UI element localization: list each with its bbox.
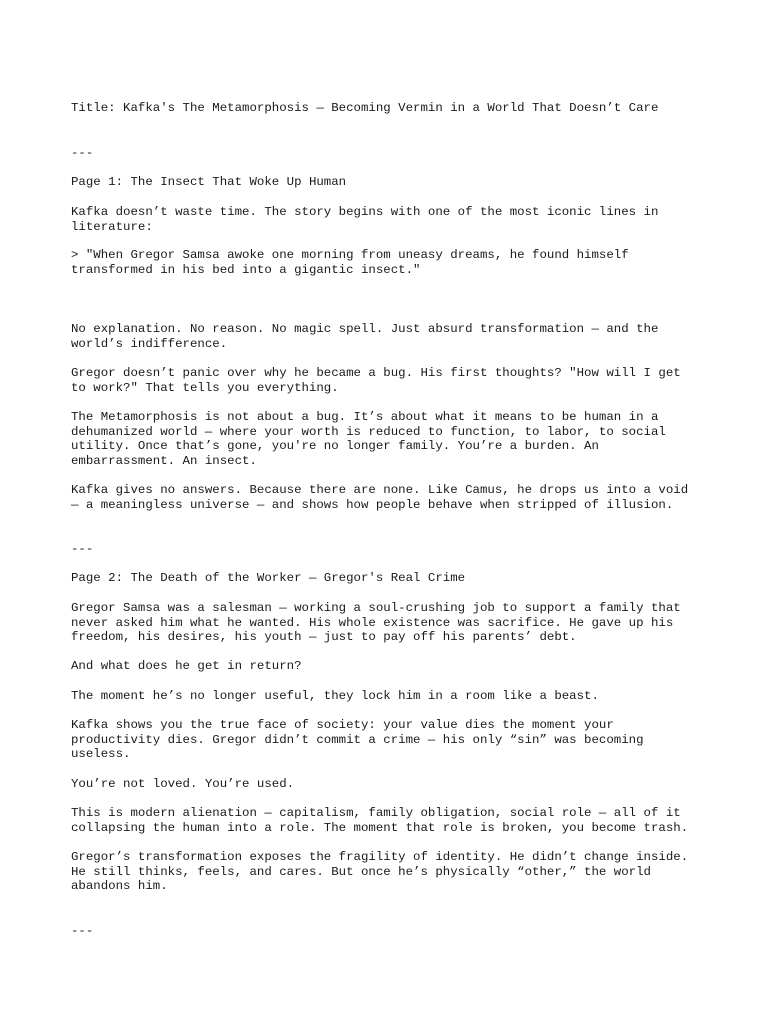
page1-heading: Page 1: The Insect That Woke Up Human — [71, 175, 347, 189]
document-title: Title: Kafka's The Metamorphosis — Becoming Vermin in a World That Doesn’t Care — [71, 101, 659, 115]
page2-heading: Page 2: The Death of the Worker — Gregor's Real Crime — [71, 571, 466, 585]
separator: --- — [71, 924, 94, 938]
page1-paragraph-3: Gregor doesn’t panic over why he became a bug. His first thoughts? "How will I get to work?" That tells you everything. — [71, 366, 681, 395]
page2-paragraph-3: The moment he’s no longer useful, they lock him in a room like a beast. — [71, 689, 599, 703]
page1-paragraph-5: Kafka gives no answers. Because there are none. Like Camus, he drops us into a void — a meaningless universe — and shows how people behave when stripped of illusion. — [71, 483, 689, 512]
separator: --- — [71, 146, 94, 160]
page2-paragraph-2: And what does he get in return? — [71, 659, 302, 673]
page2-paragraph-5: You’re not loved. You’re used. — [71, 777, 295, 791]
separator: --- — [71, 542, 94, 556]
page2-paragraph-7: Gregor’s transformation exposes the fragility of identity. He didn’t change inside. He still thinks, feels, and cares. But once he’s physically “other,” the world abandons him. — [71, 850, 689, 894]
page1-paragraph-2: No explanation. No reason. No magic spell. Just absurd transformation — and the world’s indifference. — [71, 322, 659, 351]
page1-paragraph-1: Kafka doesn’t waste time. The story begins with one of the most iconic lines in literature: — [71, 205, 659, 234]
page1-paragraph-4: The Metamorphosis is not about a bug. It’s about what it means to be human in a dehumanized world — where your worth is reduced to function, to labor, to social utility. Once that’s gone, you're no longer family. You’re a burden. An embarrassment. An insect. — [71, 410, 666, 468]
page2-paragraph-6: This is modern alienation — capitalism, family obligation, social role — all of it collapsing the human into a role. The moment that role is broken, you become trash. — [71, 806, 689, 835]
page1-quote: > "When Gregor Samsa awoke one morning from uneasy dreams, he found himself transformed in his bed into a gigantic insect." — [71, 248, 629, 277]
document-body — [71, 0, 711, 938]
page2-paragraph-1: Gregor Samsa was a salesman — working a soul-crushing job to support a family that never asked him what he wanted. His whole existence was sacrifice. He gave up his freedom, his desires, his youth — just to pay off his parents’ debt. — [71, 601, 681, 645]
page2-paragraph-4: Kafka shows you the true face of society: your value dies the moment your productivity dies. Gregor didn’t commit a crime — his only “sin” was becoming useless. — [71, 718, 644, 762]
